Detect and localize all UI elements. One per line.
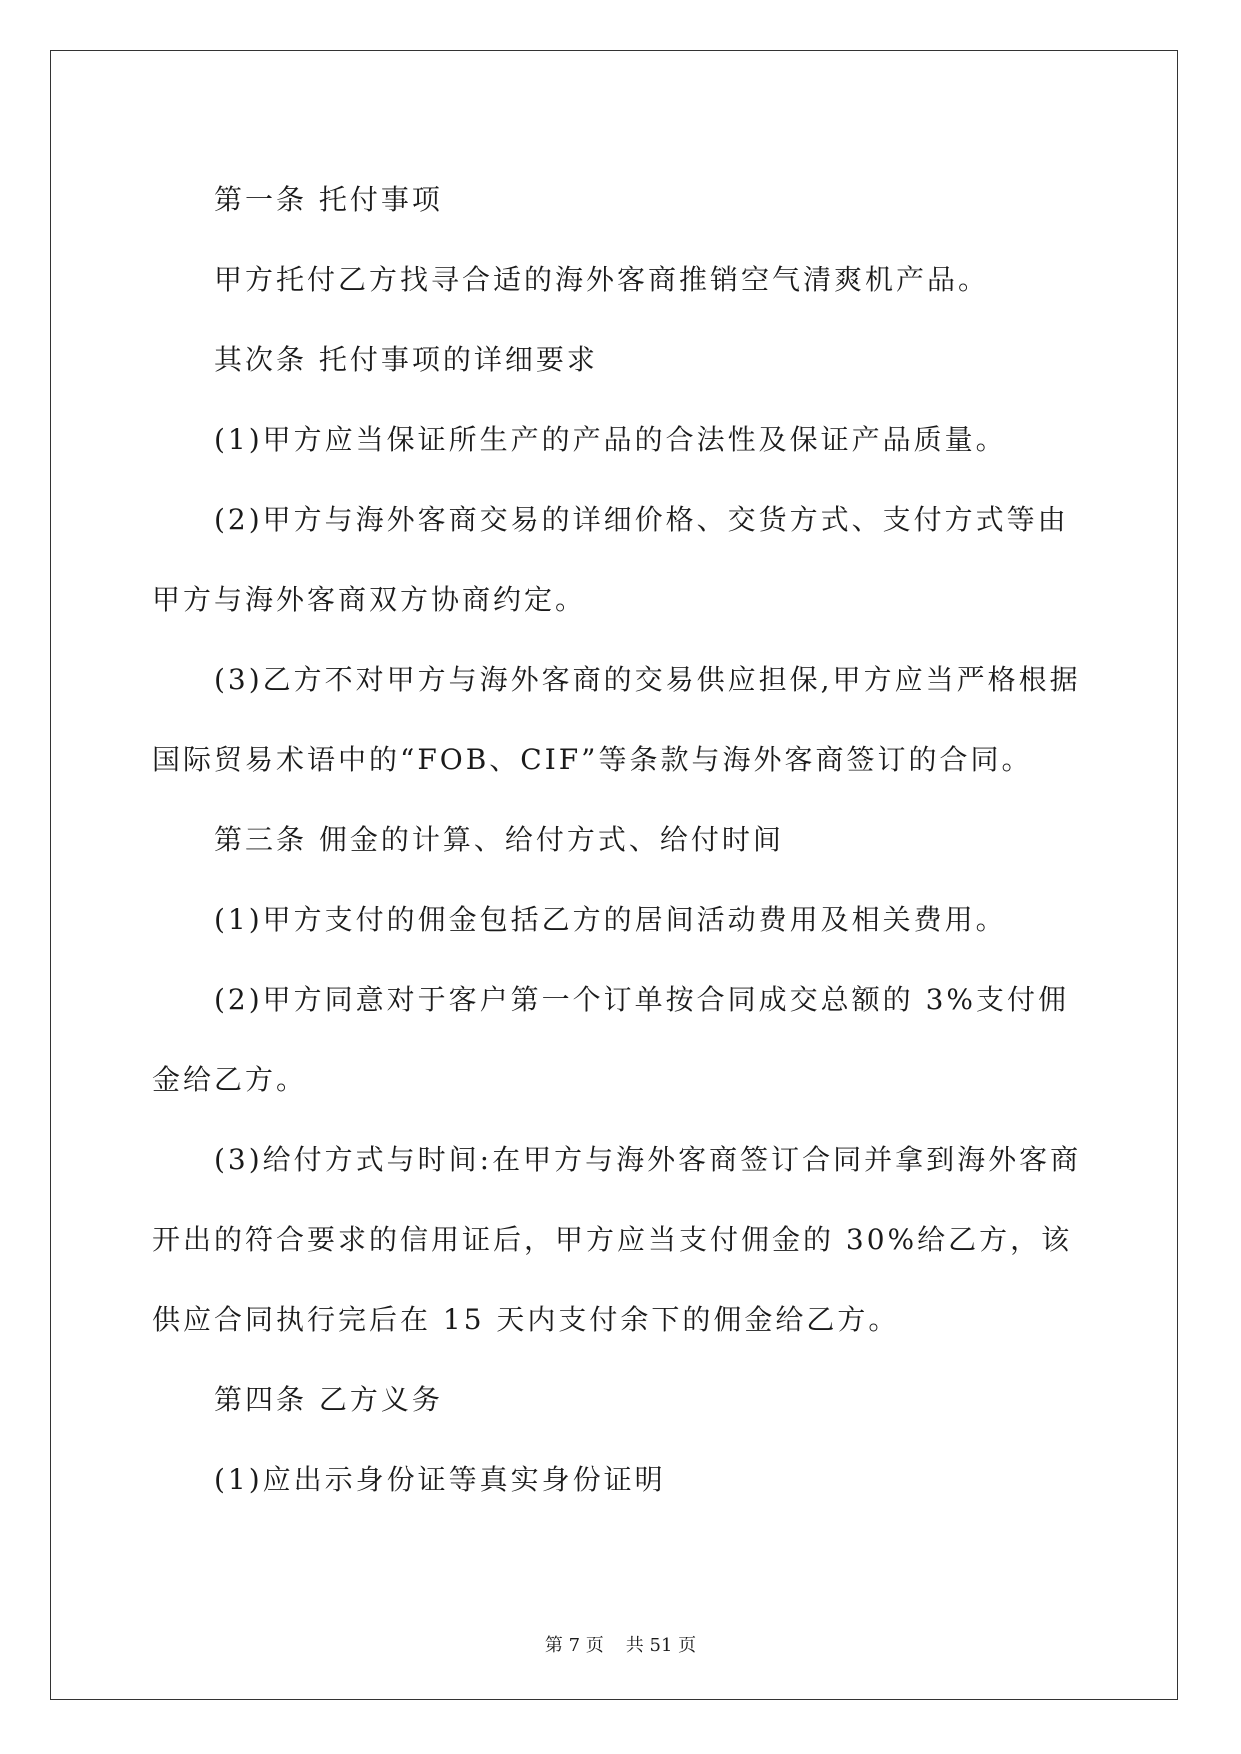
- clause-3-item-2: (2)甲方同意对于客户第一个订单按合同成交总额的 3%支付佣金给乙方。: [152, 983, 1069, 1096]
- clause-4-item-1: (1)应出示身份证等真实身份证明: [214, 1463, 666, 1496]
- clause-heading-3: 第三条 佣金的计算、给付方式、给付时间: [214, 823, 784, 856]
- clause-2-item-3: (3)乙方不对甲方与海外客商的交易供应担保,甲方应当严格根据国际贸易术语中的“FOB、CIF”等条款与海外客商签订的合同。: [152, 663, 1081, 776]
- clause-heading-4: 第四条 乙方义务: [214, 1383, 443, 1416]
- clause-heading-2: 其次条 托付事项的详细要求: [214, 343, 598, 376]
- clause-3-item-1: (1)甲方支付的佣金包括乙方的居间活动费用及相关费用。: [214, 903, 1007, 936]
- page-footer: [0, 1634, 1241, 1658]
- document-body: [152, 160, 1088, 1520]
- clause-3-item-3: (3)给付方式与时间:在甲方与海外客商签订合同并拿到海外客商开出的符合要求的信用证后，甲方应当支付佣金的 30%给乙方，该供应合同执行完后在 15 天内支付余下的佣金给乙方。: [152, 1143, 1082, 1336]
- total-pages-label: 共 51 页: [625, 1635, 697, 1656]
- clause-2-item-2: (2)甲方与海外客商交易的详细价格、交货方式、支付方式等由甲方与海外客商双方协商约定。: [152, 503, 1069, 616]
- current-page-label: 第 7 页: [544, 1635, 604, 1656]
- clause-2-item-1: (1)甲方应当保证所生产的产品的合法性及保证产品质量。: [214, 423, 1007, 456]
- clause-1-text: 甲方托付乙方找寻合适的海外客商推销空气清爽机产品。: [214, 263, 990, 296]
- clause-heading-1: 第一条 托付事项: [214, 183, 443, 216]
